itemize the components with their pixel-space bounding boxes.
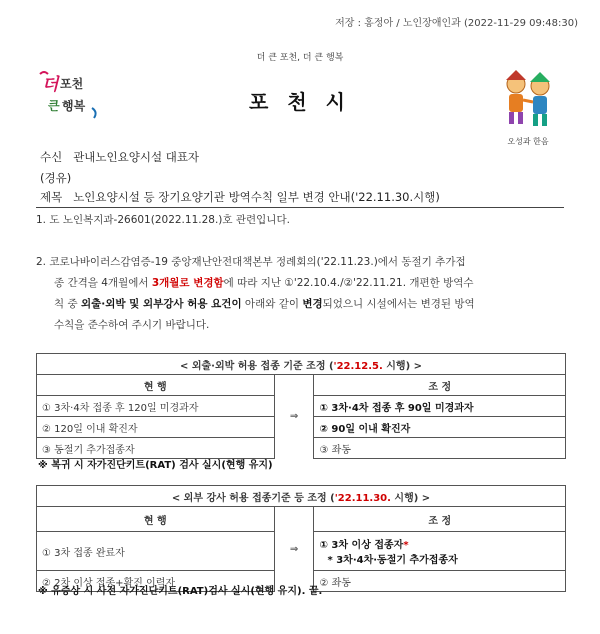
item-2-text: 아래와 같이 — [241, 298, 303, 310]
organization-name: 포 천 시 — [249, 90, 351, 114]
recipient-value: 관내노인요양시설 대표자 — [73, 150, 200, 164]
item-2-text: 에 따라 지난 ①'22.10.4./②'22.11.21. 개편한 방역수 — [223, 277, 474, 289]
table-2-adjusted-1-text: ① 3차 이상 접종자 — [319, 540, 404, 551]
table-1-adjusted-2: ② 90일 이내 확진자 — [314, 417, 566, 438]
slogan: 더 큰 포천, 더 큰 행복 — [256, 53, 344, 63]
table-1-current-1: ① 3차·4차 접종 후 120일 미경과자 — [37, 396, 275, 417]
subject-value: 노인요양시설 등 장기요양기관 방역수칙 일부 변경 안내('22.11.30.시행) — [73, 190, 440, 204]
table-1-header-current: 현 행 — [37, 375, 275, 396]
mascot-caption: 오성과 한음 — [507, 137, 549, 146]
table-2-adjusted-1-main — [319, 536, 560, 551]
table-2-arrow: ⇒ — [274, 507, 314, 592]
svg-text:큰: 큰 — [48, 99, 60, 113]
table-2-header-current: 현 행 — [37, 507, 275, 532]
via-line: (경유) — [40, 171, 72, 185]
svg-text:더: 더 — [42, 75, 59, 95]
table-1-adjusted-3: ③ 좌동 — [314, 438, 566, 459]
table-1-title-text: 시행) > — [382, 360, 423, 372]
subject-label: 제목 — [40, 190, 63, 204]
table-2-current-2: ② 2차 이상 접종+확진 이력자 — [37, 571, 275, 592]
item-2-line-4: 수칙을 준수하여 주시기 바랍니다. — [54, 319, 210, 331]
highlight-change: 3개월로 변경함 — [151, 277, 224, 289]
highlight-changed: 변경 — [302, 298, 323, 310]
table-2-adjusted-1 — [314, 532, 566, 571]
svg-text:포천: 포천 — [60, 77, 84, 91]
table-2-title-date: '22.11.30. — [334, 492, 391, 504]
table-1-title — [37, 354, 566, 375]
table-2-adjusted-1-footnote: * 3차·4차·동절기 추가접종자 — [327, 555, 458, 566]
table-2-title — [37, 486, 566, 507]
table-1-note: ※ 복귀 시 자가진단키트(RAT) 검사 실시(현행 유지) — [38, 460, 273, 471]
item-2-line-3 — [54, 294, 475, 315]
subject-divider — [36, 207, 564, 208]
item-1: 1. 도 노인복지과-26601(2022.11.28.)호 관련입니다. — [36, 214, 290, 226]
item-2-line-2 — [54, 273, 474, 294]
item-2-line-1: 2. 코로나바이러스감염증-19 중앙재난안전대책본부 정례회의('22.11.23.)에서 동절기 추가접 — [36, 256, 466, 268]
table-1-current-2: ② 120일 이내 확진자 — [37, 417, 275, 438]
item-2-text: 칙 중 — [54, 298, 81, 310]
item-2-text: 되었으니 시설에서는 변경된 방역 — [322, 298, 475, 310]
table-1-title-date: '22.12.5. — [333, 360, 383, 372]
table-2-title-text: < 외부 강사 허용 접종기준 등 조정 ( — [171, 492, 335, 504]
footnote-star: * — [403, 540, 409, 551]
table-2-note: ※ 유증상 시 사전 자가진단키트(RAT)검사 실시(현행 유지). 끝. — [38, 586, 323, 597]
table-1-title-text: < 외출·외박 허용 접종 기준 조정 ( — [179, 360, 334, 372]
item-2-text: 종 간격을 4개월에서 — [54, 277, 152, 289]
table-2-adjusted-2: ② 좌동 — [314, 571, 566, 592]
recipient-label: 수신 — [40, 150, 63, 164]
table-1-arrow: ⇒ — [274, 375, 314, 459]
subject-line — [40, 189, 440, 205]
table-lecturer-criteria — [36, 485, 566, 592]
recipient-line — [40, 149, 199, 165]
svg-text:행복: 행복 — [62, 99, 86, 113]
highlight-requirements: 외출·외박 및 외부강사 허용 요건이 — [80, 298, 242, 310]
table-outing-criteria — [36, 353, 566, 459]
mascot-logo — [496, 68, 560, 150]
save-stamp: 저장 : 홍정아 / 노인장애인과 (2022-11-29 09:48:30) — [335, 18, 578, 29]
table-2-header-adjusted: 조 정 — [314, 507, 566, 532]
table-2-current-1: ① 3차 접종 완료자 — [37, 532, 275, 571]
table-1-current-3: ③ 동절기 추가접종자 — [37, 438, 275, 459]
table-2-title-text: 시행) > — [390, 492, 431, 504]
table-1-header-adjusted: 조 정 — [314, 375, 566, 396]
table-1-adjusted-1: ① 3차·4차 접종 후 90일 미경과자 — [314, 396, 566, 417]
